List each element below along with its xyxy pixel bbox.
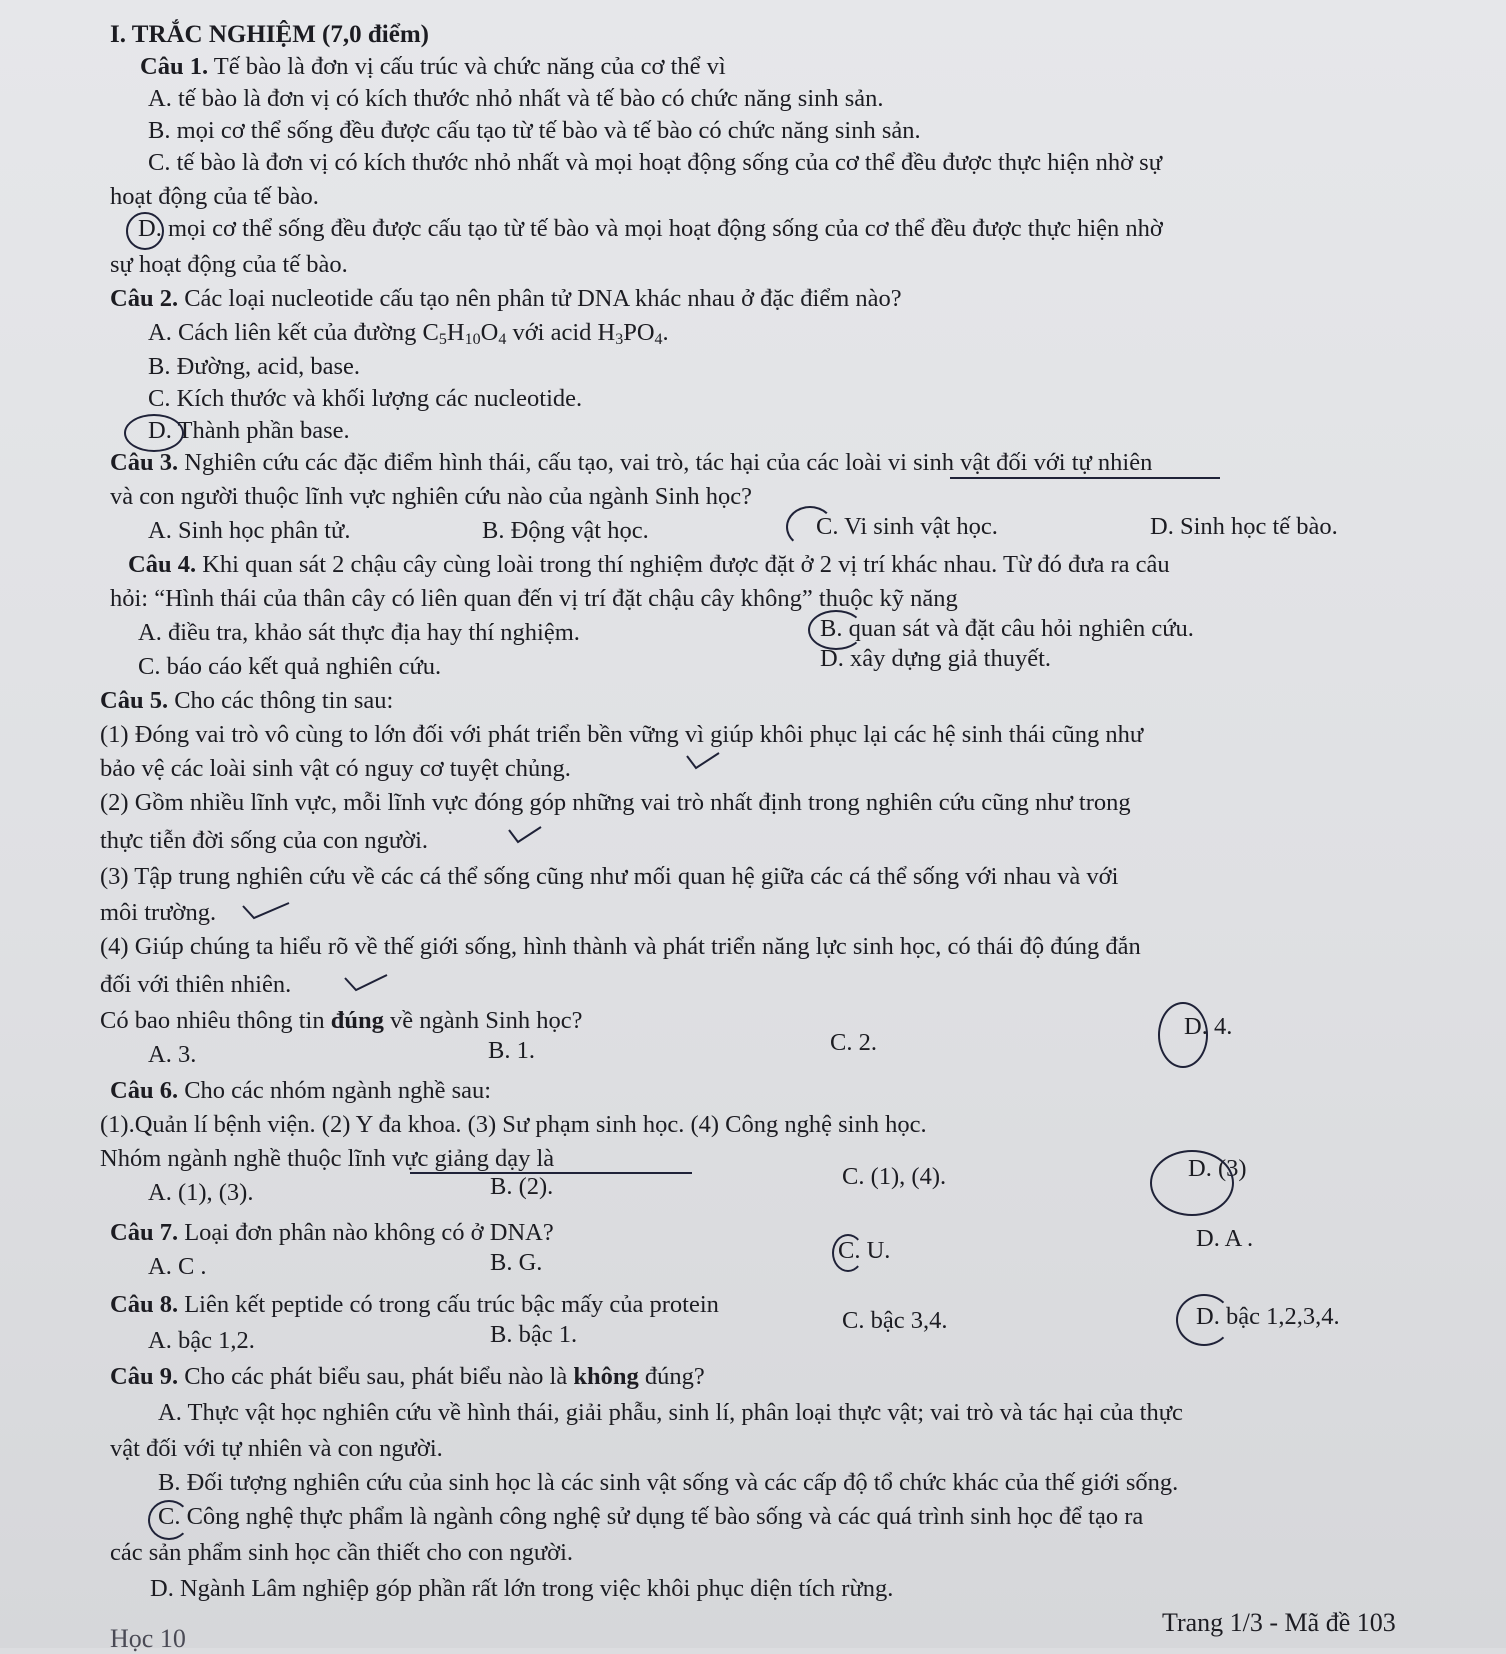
q9-option-a-line2: vật đối với tự nhiên và con người.: [110, 1435, 443, 1462]
q4-option-d: D. xây dựng giả thuyết.: [820, 645, 1052, 672]
q1-option-c-line1: C. tế bào là đơn vị có kích thước nhỏ nhất và mọi hoạt động sống của cơ thể đều được thực hiện nhờ sự: [148, 149, 1162, 176]
text: với acid H: [506, 319, 616, 346]
q5-item-4-line2: đối với thiên nhiên.: [100, 971, 292, 998]
text: Có bao nhiêu thông tin: [100, 1007, 331, 1034]
question-9-stem: [110, 1362, 705, 1392]
question-label: Câu 1.: [140, 53, 209, 80]
q5-question: [100, 1006, 583, 1036]
question-3-stem-line1: [110, 448, 1152, 478]
question-8-stem: [110, 1290, 719, 1320]
q7-option-d: D. A .: [1196, 1225, 1254, 1252]
check-mark-icon: [242, 902, 290, 920]
q1-option-d-line1: D. mọi cơ thể sống đều được cấu tạo từ tế bào và mọi hoạt động sống của cơ thể đều được thực hiện nhờ: [138, 215, 1163, 242]
question-label: Câu 6.: [110, 1077, 179, 1104]
section-title: I. TRẮC NGHIỆM (7,0 điểm): [110, 21, 429, 48]
text: H: [446, 319, 465, 346]
question-text: đúng?: [638, 1363, 705, 1390]
check-mark-icon: [508, 826, 542, 844]
underline-mark: [950, 477, 1220, 479]
q8-option-b: B. bậc 1.: [490, 1321, 578, 1348]
question-label: Câu 4.: [128, 551, 197, 578]
q6-option-a: A. (1), (3).: [148, 1179, 254, 1206]
question-3-stem-line2: và con người thuộc lĩnh vực nghiên cứu nào của ngành Sinh học?: [110, 483, 753, 510]
question-7-stem: [110, 1218, 554, 1248]
q4-option-b: B. quan sát và đặt câu hỏi nghiên cứu.: [820, 615, 1194, 642]
q2-option-b: B. Đường, acid, base.: [148, 353, 360, 380]
q6-option-c: C. (1), (4).: [842, 1163, 947, 1190]
q5-item-2-line1: (2) Gồm nhiều lĩnh vực, mỗi lĩnh vực đóng góp những vai trò nhất định trong nghiên cứu cũng như trong: [100, 789, 1131, 816]
subscript: 5: [438, 331, 447, 348]
question-text: Cho các phát biểu sau, phát biểu nào là: [178, 1363, 574, 1390]
q6-option-b: B. (2).: [490, 1173, 554, 1200]
subscript: 4: [654, 331, 663, 348]
question-text: Các loại nucleotide cấu tạo nên phân tử DNA khác nhau ở đặc điểm nào?: [178, 285, 902, 312]
q9-option-b: B. Đối tượng nghiên cứu của sinh học là các sinh vật sống và các cấp độ tổ chức khác của thế giới sống.: [158, 1469, 1179, 1496]
question-label: Câu 9.: [110, 1363, 179, 1390]
q8-option-a: A. bậc 1,2.: [148, 1327, 255, 1354]
question-2-stem: [110, 284, 902, 314]
text: .: [662, 319, 669, 346]
page-footer: Trang 1/3 - Mã đề 103: [1162, 1608, 1396, 1637]
q7-option-c: C. U.: [838, 1237, 891, 1264]
q6-question: Nhóm ngành nghề thuộc lĩnh vực giảng dạy là: [100, 1145, 555, 1172]
q4-option-a: A. điều tra, khảo sát thực địa hay thí nghiệm.: [138, 619, 580, 646]
q5-item-4-line1: (4) Giúp chúng ta hiểu rõ về thế giới sống, hình thành và phát triển năng lực sinh học, có thái độ đúng đắn: [100, 933, 1141, 960]
question-label: Câu 2.: [110, 285, 179, 312]
question-text: Khi quan sát 2 chậu cây cùng loài trong thí nghiệm được đặt ở 2 vị trí khác nhau. Từ đó đưa ra câu: [196, 551, 1170, 578]
question-text: Nghiên cứu các đặc điểm hình thái, cấu tạo, vai trò, tác hại của các loài vi sinh vật đối với tự nhiên: [178, 449, 1153, 476]
q1-option-b: B. mọi cơ thể sống đều được cấu tạo từ tế bào và tế bào có chức năng sinh sản.: [148, 117, 921, 144]
q6-option-d: D. (3): [1188, 1155, 1247, 1182]
q3-option-b: B. Động vật học.: [482, 517, 649, 544]
q5-option-a: A. 3.: [148, 1041, 197, 1068]
question-1-stem: [140, 52, 726, 82]
q3-option-d: D. Sinh học tế bào.: [1150, 513, 1338, 540]
q6-list: (1).Quản lí bệnh viện. (2) Y đa khoa. (3) Sư phạm sinh học. (4) Công nghệ sinh học.: [100, 1111, 927, 1138]
question-label: Câu 8.: [110, 1291, 179, 1318]
q5-item-3-line1: (3) Tập trung nghiên cứu về các cá thể sống cũng như mối quan hệ giữa các cá thể sống với nhau và với: [100, 863, 1119, 890]
question-4-stem-line2: hỏi: “Hình thái của thân cây có liên quan đến vị trí đặt chậu cây không” thuộc kỹ năng: [110, 585, 958, 612]
question-text: Tế bào là đơn vị cấu trúc và chức năng của cơ thể vì: [208, 53, 726, 80]
question-label: Câu 7.: [110, 1219, 179, 1246]
q5-option-d: D. 4.: [1184, 1013, 1233, 1040]
q1-option-a: A. tế bào là đơn vị có kích thước nhỏ nhất và tế bào có chức năng sinh sản.: [148, 85, 884, 112]
q2-option-c: C. Kích thước và khối lượng các nucleotide.: [148, 385, 583, 412]
q9-option-d: D. Ngành Lâm nghiệp góp phần rất lớn trong việc khôi phục diện tích rừng.: [150, 1575, 894, 1602]
question-5-stem: [100, 686, 393, 716]
subscript: 3: [615, 331, 624, 348]
q2-option-a: [148, 318, 669, 348]
subscript: 10: [464, 331, 481, 348]
question-text: Liên kết peptide có trong cấu trúc bậc mấy của protein: [178, 1291, 719, 1318]
check-mark-icon: [686, 752, 720, 770]
question-6-stem: [110, 1076, 491, 1106]
q9-option-c-line1: C. Công nghệ thực phẩm là ngành công nghệ sử dụng tế bào sống và các quá trình sinh học để tạo ra: [158, 1503, 1144, 1530]
q5-item-1-line1: (1) Đóng vai trò vô cùng to lớn đối với phát triển bền vững vì giúp khôi phục lại các hệ sinh thái cũng như: [100, 721, 1144, 748]
check-mark-icon: [344, 974, 388, 992]
q9-option-a-line1: A. Thực vật học nghiên cứu về hình thái, giải phẫu, sinh lí, phân loại thực vật; vai trò và tác hại của thực: [158, 1399, 1183, 1426]
question-text: Cho các thông tin sau:: [168, 687, 394, 714]
q9-option-c-line2: các sản phẩm sinh học cần thiết cho con người.: [110, 1539, 574, 1566]
q5-item-1-line2: bảo vệ các loài sinh vật có nguy cơ tuyệt chủng.: [100, 755, 571, 782]
subscript: 4: [498, 331, 507, 348]
q8-option-d: D. bậc 1,2,3,4.: [1196, 1303, 1340, 1330]
text: A. Cách liên kết của đường C: [148, 319, 439, 346]
q5-item-2-line2: thực tiễn đời sống của con người.: [100, 827, 429, 854]
question-label: Câu 5.: [100, 687, 169, 714]
q8-option-c: C. bậc 3,4.: [842, 1307, 948, 1334]
q4-option-c: C. báo cáo kết quả nghiên cứu.: [138, 653, 442, 680]
question-4-stem-line1: [128, 550, 1170, 580]
q7-option-a: A. C .: [148, 1253, 207, 1280]
bold-text: không: [573, 1363, 639, 1390]
question-text: Loại đơn phân nào không có ở DNA?: [178, 1219, 554, 1246]
question-label: Câu 3.: [110, 449, 179, 476]
text: PO: [623, 319, 655, 346]
q1-option-c-line2: hoạt động của tế bào.: [110, 183, 319, 210]
q7-option-b: B. G.: [490, 1249, 543, 1276]
question-text: Cho các nhóm ngành nghề sau:: [178, 1077, 492, 1104]
q3-option-a: A. Sinh học phân tử.: [148, 517, 351, 544]
q2-option-d: D. Thành phần base.: [148, 417, 350, 444]
q5-option-c: C. 2.: [830, 1029, 877, 1056]
text: về ngành Sinh học?: [383, 1007, 583, 1034]
bold-text: đúng: [330, 1007, 384, 1034]
q5-option-b: B. 1.: [488, 1037, 535, 1064]
text: O: [480, 319, 499, 346]
q5-item-3-line2: môi trường.: [100, 899, 217, 926]
q3-option-c: C. Vi sinh vật học.: [816, 513, 998, 540]
footer-left: Học 10: [110, 1624, 186, 1653]
q1-option-d-line2: sự hoạt động của tế bào.: [110, 251, 348, 278]
